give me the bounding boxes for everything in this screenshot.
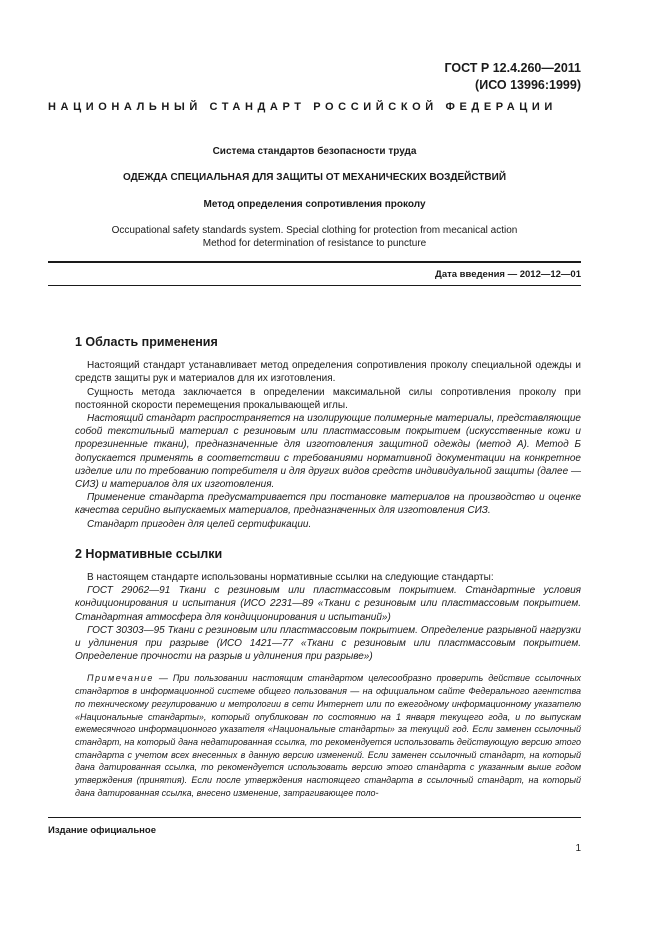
section-2-heading: 2 Нормативные ссылки [75,546,223,561]
document-code-block [444,60,581,94]
iso-number: (ИСО 13996:1999) [475,78,581,92]
date-divider [48,285,581,286]
method-title: Метод определения сопротивления проколу [203,199,426,210]
section-1-paragraph: Применение стандарта предусматривается при постановке материалов на производство и оценке качества серийно выпускаемых материалов, предназначенных для изготовления СИЗ. [75,492,581,517]
footer-divider [48,817,581,818]
english-title [48,224,581,250]
note-text: — При пользовании настоящим стандартом целесообразно проверить действие ссылочных стандартов в информационной системе общего пользования — на официальном сайте Федерального агентства по техническому регулированию и метрологии в сети Интернет или по ежегодному информационному указателю «Национальные стандарты», который опубликован по состоянию на 1 января текущего года, и по выпускам ежемесячного информационного указателя «Национальные стандарты» за текущий год. Если заменен ссылочный стандарт, на который дана недатированная ссылка, то рекомендуется использовать действующую версию этого стандарта с учетом всех внесенных в данную версию изменений. Если заменен ссылочный стандарт, на который дана датированная ссылка, то рекомендуется использовать версию этого стандарта с указанным выше годом утверждения (принятия). Если после утверждения настоящего стандарта в ссылочный стандарт, на который дана датированная ссылка, внесено изменение, затрагивающее поло- [75,673,581,798]
official-edition-label: Издание официальное [48,825,156,836]
standards-system-title: Система стандартов безопасности труда [212,146,417,157]
document-body [75,336,581,800]
normative-reference: ГОСТ 29062—91 Ткани с резиновым или пластмассовым покрытием. Стандартные условия кондиционирования и испытания (ИСО 2231—89 «Ткани с резиновым или пластмассовым покрытием. Стандартная атмосфера для кондиционирования и испытаний») [75,585,581,623]
normative-reference: ГОСТ 30303—95 Ткани с резиновым или пластмассовым покрытием. Определение разрывной нагрузки и удлинения при разрыве (ИСО 1421—77 «Ткани с резиновым или пластмассовым покрытием. Определение прочности на разрыв и удлинения при разрыве») [75,624,581,663]
english-title-line-1: Occupational safety standards system. Special clothing for protection from mecanical action [111,225,518,236]
section-1-paragraph: Сущность метода заключается в определении максимальной силы сопротивления проколу при постоянной скорости перемещения прокалывающей иглы. [75,386,581,411]
gost-number: ГОСТ Р 12.4.260—2011 [444,61,581,75]
section-1-paragraph: Настоящий стандарт устанавливает метод определения сопротивления проколу специальной одежды и средств защиты рук и материалов для их изготовления. [75,360,581,385]
note-label: Примечание [87,673,154,684]
section-1-heading: 1 Область применения [75,335,218,349]
note-paragraph [75,672,581,799]
document-title: ОДЕЖДА СПЕЦИАЛЬНАЯ ДЛЯ ЗАЩИТЫ ОТ МЕХАНИЧЕСКИХ ВОЗДЕЙСТВИЙ [122,172,507,183]
section-2-intro: В настоящем стандарте использованы нормативные ссылки на следующие стандарты: [87,572,494,584]
introduction-date: Дата введения — 2012—12—01 [435,269,581,280]
section-1-paragraph: Настоящий стандарт распространяется на изолирующие полимерные материалы, представляющие собой текстильный материал с резиновым или пластмассовым покрытием (искусственные кожи и прорезиненные ткани), предназначенные для изготовления защитной одежды (метод А). Метод Б допускается применять в соответствии с требованиями нормативной документации на конкретное изделие или по требованию потребителя и для других видов средств индивидуальной защиты (далее — СИЗ) и материалов для их изготовления. [75,413,581,491]
english-title-line-2: Method for determination of resistance to puncture [202,238,427,249]
national-standard-heading: НАЦИОНАЛЬНЫЙ СТАНДАРТ РОССИЙСКОЙ ФЕДЕРАЦИИ [48,101,557,113]
section-1-paragraph: Стандарт пригоден для целей сертификации. [87,518,312,530]
page-number: 1 [575,843,581,854]
header-divider [48,261,581,263]
